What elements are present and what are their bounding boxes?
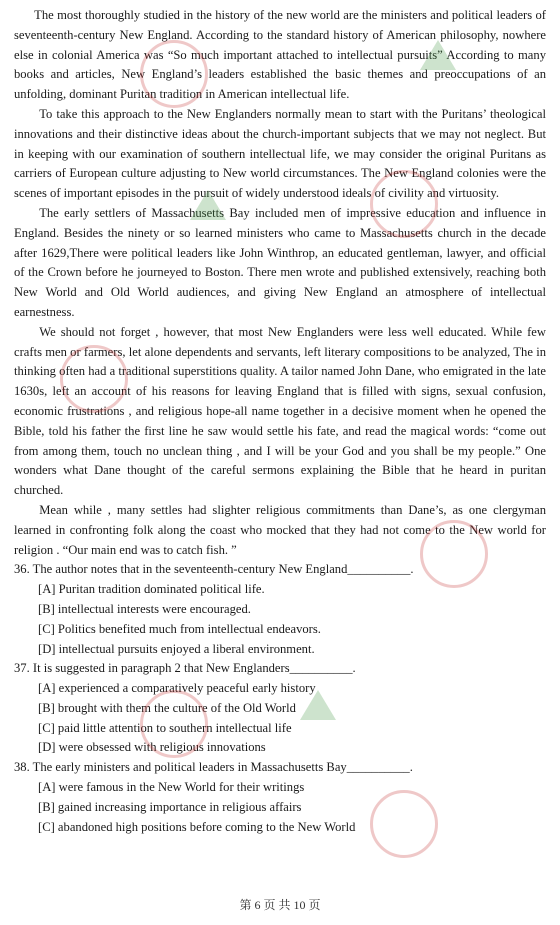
question-option: [B] gained increasing importance in religious affairs — [38, 799, 302, 814]
question-option: [B] brought with them the culture of the Old World — [38, 700, 296, 715]
question-option: [C] Politics benefited much from intellectual endeavors. — [38, 621, 321, 636]
passage-paragraph-5: Mean while , many settles had slighter religious commitments than Dane’s, as one clergyman learned in confronting folk along the coast who mocked that they had not come to the New world for religion . “Our main end was to catch fish. ” — [14, 502, 546, 557]
question-option: [A] were famous in the New World for their writings — [38, 780, 305, 795]
question-option: [D] were obsessed with religious innovations — [38, 740, 266, 755]
question-option: [C] paid little attention to southern intellectual life — [38, 720, 292, 735]
question-option: [B] intellectual interests were encouraged. — [38, 601, 251, 616]
question-37 — [14, 659, 546, 758]
question-option: [A] Puritan tradition dominated political life. — [38, 582, 265, 597]
question-option: [D] intellectual pursuits enjoyed a liberal environment. — [38, 641, 315, 656]
question-stem: 38. The early ministers and political leaders in Massachusetts Bay__________. — [14, 760, 413, 775]
question-stem: 36. The author notes that in the seventeenth-century New England__________. — [14, 562, 414, 577]
question-36 — [14, 560, 546, 659]
question-stem: 37. It is suggested in paragraph 2 that New Englanders__________. — [14, 661, 356, 676]
question-option: [C] abandoned high positions before coming to the New World — [38, 819, 356, 834]
passage-paragraph-3: The early settlers of Massachusetts Bay included men of impressive education and influence in England. Besides the ninety or so learned ministers who came to Massachusetts church in the decade after 1629,There were political leaders like John Winthrop, an educated gentleman, lawyer, and official of the Crown before he journeyed to Boston. There men wrote and published extensively, reaching both New World and Old World audiences, and giving New England an atmosphere of intellectual earnestness. — [14, 205, 546, 319]
passage-paragraph-1: The most thoroughly studied in the history of the new world are the ministers and political leaders of seventeenth-century New England. According to the standard history of American philosophy, nowhere else in colonial America was “So much important attached to intellectual pursuits” According to many books and articles, New England’s leaders established the basic themes and preoccupations of an unfolding, dominant Puritan tradition in American intellectual life. — [14, 8, 546, 102]
page-number-footer: 第 6 页 共 10 页 — [239, 898, 321, 912]
question-option: [A] experienced a comparatively peaceful early history — [38, 681, 316, 696]
passage-paragraph-2: To take this approach to the New Englanders normally mean to start with the Puritans’ theological innovations and their distinctive ideas about the church-important subjects that we may not neglect. But in keeping with our examination of southern intellectual life, we may consider the original Puritans as carriers of European culture adjusting to New world circumstances. The New England colonies were the scenes of important episodes in the pursuit of widely understood ideals of civility and virtuosity. — [14, 106, 546, 201]
question-38 — [14, 758, 546, 837]
passage-paragraph-4: We should not forget , however, that most New Englanders were less well educated. While few crafts men or farmers, let alone dependents and servants, left literary compositions to be analyzed, The in thinking often had a traditional superstitions quality. A tailor named John Dane, who emigrated in the late 1630s, left an account of his reasons for leaving England that is filled with signs, sexual confusion, economic frustrations , and religious hope-all name together in a decisive moment when he opened the Bible, told his father the first line he saw would settle his fate, and read the magical words: “come out from among them, touch no unclean thing , and I will be your God and you shall be my people.” One wonders what Dane thought of the careful sermons explaining the Bible that he heard in puritan churched. — [14, 324, 546, 498]
